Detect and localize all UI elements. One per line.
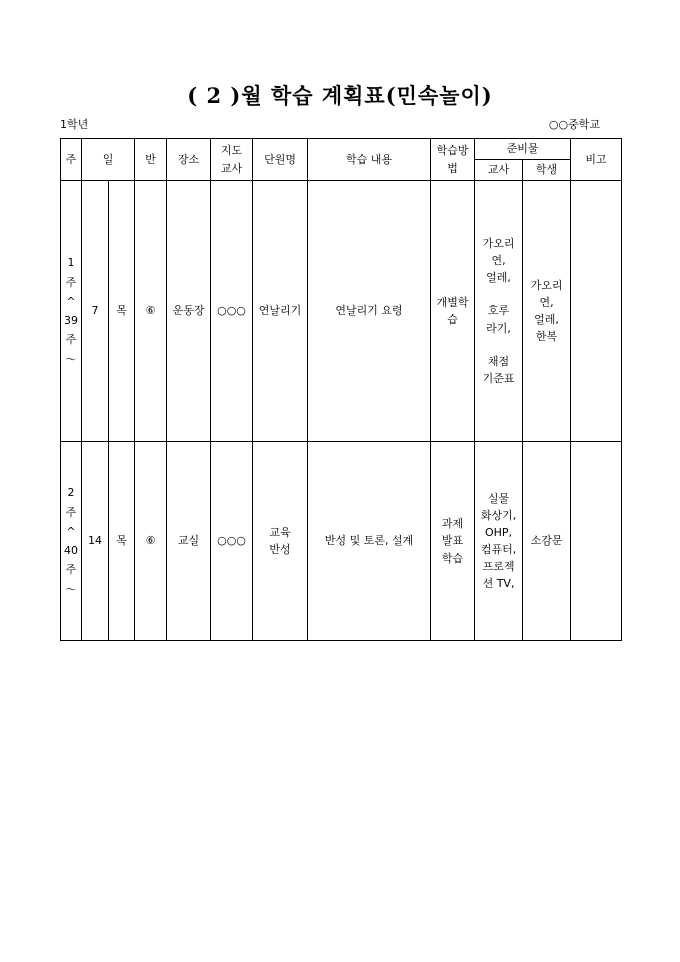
date-cell: 7: [82, 181, 109, 442]
header-teacher-line2: 교사: [220, 161, 243, 175]
unit-cell: [253, 442, 308, 641]
week-range-cell: [61, 442, 82, 641]
material-line: 연,: [491, 254, 506, 268]
school-name: ○○중학교: [548, 118, 600, 131]
header-teacher-line1: 지도: [220, 144, 243, 158]
teacher-cell: ○○○: [211, 181, 253, 442]
table-row: [61, 442, 622, 641]
unit-line: 반성: [269, 543, 291, 556]
material-line: 채점: [487, 354, 510, 368]
method-line: 개별학: [436, 295, 469, 309]
week-char: ^: [66, 524, 76, 538]
header-method-line1: 학습방: [436, 144, 469, 158]
material-line: OHP,: [484, 525, 513, 539]
material-line: 호루: [487, 304, 510, 318]
week-char: 1: [67, 256, 75, 270]
material-line: 얼레,: [534, 313, 559, 326]
header-materials: 준비물: [475, 139, 571, 160]
content-cell: 연날리기 요령: [308, 181, 431, 442]
class-cell: ⑥: [135, 442, 167, 641]
method-line: 발표: [441, 534, 464, 548]
page-title: ( 2 )월 학습 계획표(민속놀이): [187, 83, 493, 108]
weekday-cell: 목: [109, 442, 135, 641]
table-row: [61, 181, 622, 442]
week-char: 2: [67, 486, 75, 500]
date-cell: 14: [82, 442, 109, 641]
teacher-materials-cell: [475, 181, 523, 442]
material-line: 션 TV,: [482, 577, 515, 591]
class-cell: ⑥: [135, 181, 167, 442]
header-place: 장소: [167, 139, 211, 181]
week-char: ^: [66, 294, 76, 308]
method-line: 습: [447, 313, 458, 326]
material-line: 실물: [487, 491, 510, 505]
student-materials-cell: [523, 442, 571, 641]
week-char: 39: [64, 314, 78, 327]
unit-line: 연날리기: [258, 304, 302, 318]
material-spacer: [475, 286, 522, 302]
week-char: 주: [65, 333, 77, 347]
material-line: 화상기,: [480, 508, 517, 522]
lesson-plan-table: [60, 138, 622, 641]
material-line: 연,: [539, 295, 554, 309]
material-line: 기준표: [482, 371, 515, 385]
week-char: 〜: [65, 582, 77, 596]
week-range-cell: [61, 181, 82, 442]
teacher-materials-cell: [475, 442, 523, 641]
content-cell: 반성 및 토론, 설계: [308, 442, 431, 641]
header-materials-student: 학생: [523, 160, 571, 181]
student-materials-cell: [523, 181, 571, 442]
place-cell: 교실: [167, 442, 211, 641]
method-line: 과제: [441, 517, 464, 531]
material-line: 가오리: [482, 237, 515, 251]
remarks-cell: [571, 181, 622, 442]
method-cell: [431, 181, 475, 442]
header-method-line2: 법: [447, 161, 458, 175]
material-line: 소감문: [530, 534, 563, 548]
material-line: 컴퓨터,: [480, 543, 517, 556]
week-char: 주: [65, 275, 77, 289]
teacher-cell: ○○○: [211, 442, 253, 641]
header-content: 학습 내용: [308, 139, 431, 181]
header-class: 반: [135, 139, 167, 181]
material-spacer: [475, 337, 522, 353]
unit-cell: [253, 181, 308, 442]
material-line: 한복: [535, 330, 558, 344]
header-week: 주: [61, 139, 82, 181]
grade-label: 1학년: [60, 118, 89, 131]
material-line: 프로젝: [482, 560, 515, 574]
remarks-cell: [571, 442, 622, 641]
material-line: 가오리: [530, 278, 563, 292]
header-remarks: 비고: [571, 139, 622, 181]
header-unit: 단원명: [253, 139, 308, 181]
method-line: 학습: [441, 551, 464, 565]
header-row-1: [61, 139, 622, 160]
week-char: 〜: [65, 352, 77, 366]
unit-line: 교육: [269, 525, 291, 539]
week-char: 주: [65, 563, 77, 577]
week-char: 40: [64, 544, 78, 557]
material-line: 라기,: [486, 321, 511, 335]
header-day: 일: [82, 139, 135, 181]
header-method: [431, 139, 475, 181]
material-line: 얼레,: [486, 271, 511, 285]
week-char: 주: [65, 505, 77, 519]
method-cell: [431, 442, 475, 641]
header-materials-teacher: 교사: [475, 160, 523, 181]
header-teacher: [211, 139, 253, 181]
weekday-cell: 목: [109, 181, 135, 442]
place-cell: 운동장: [167, 181, 211, 442]
